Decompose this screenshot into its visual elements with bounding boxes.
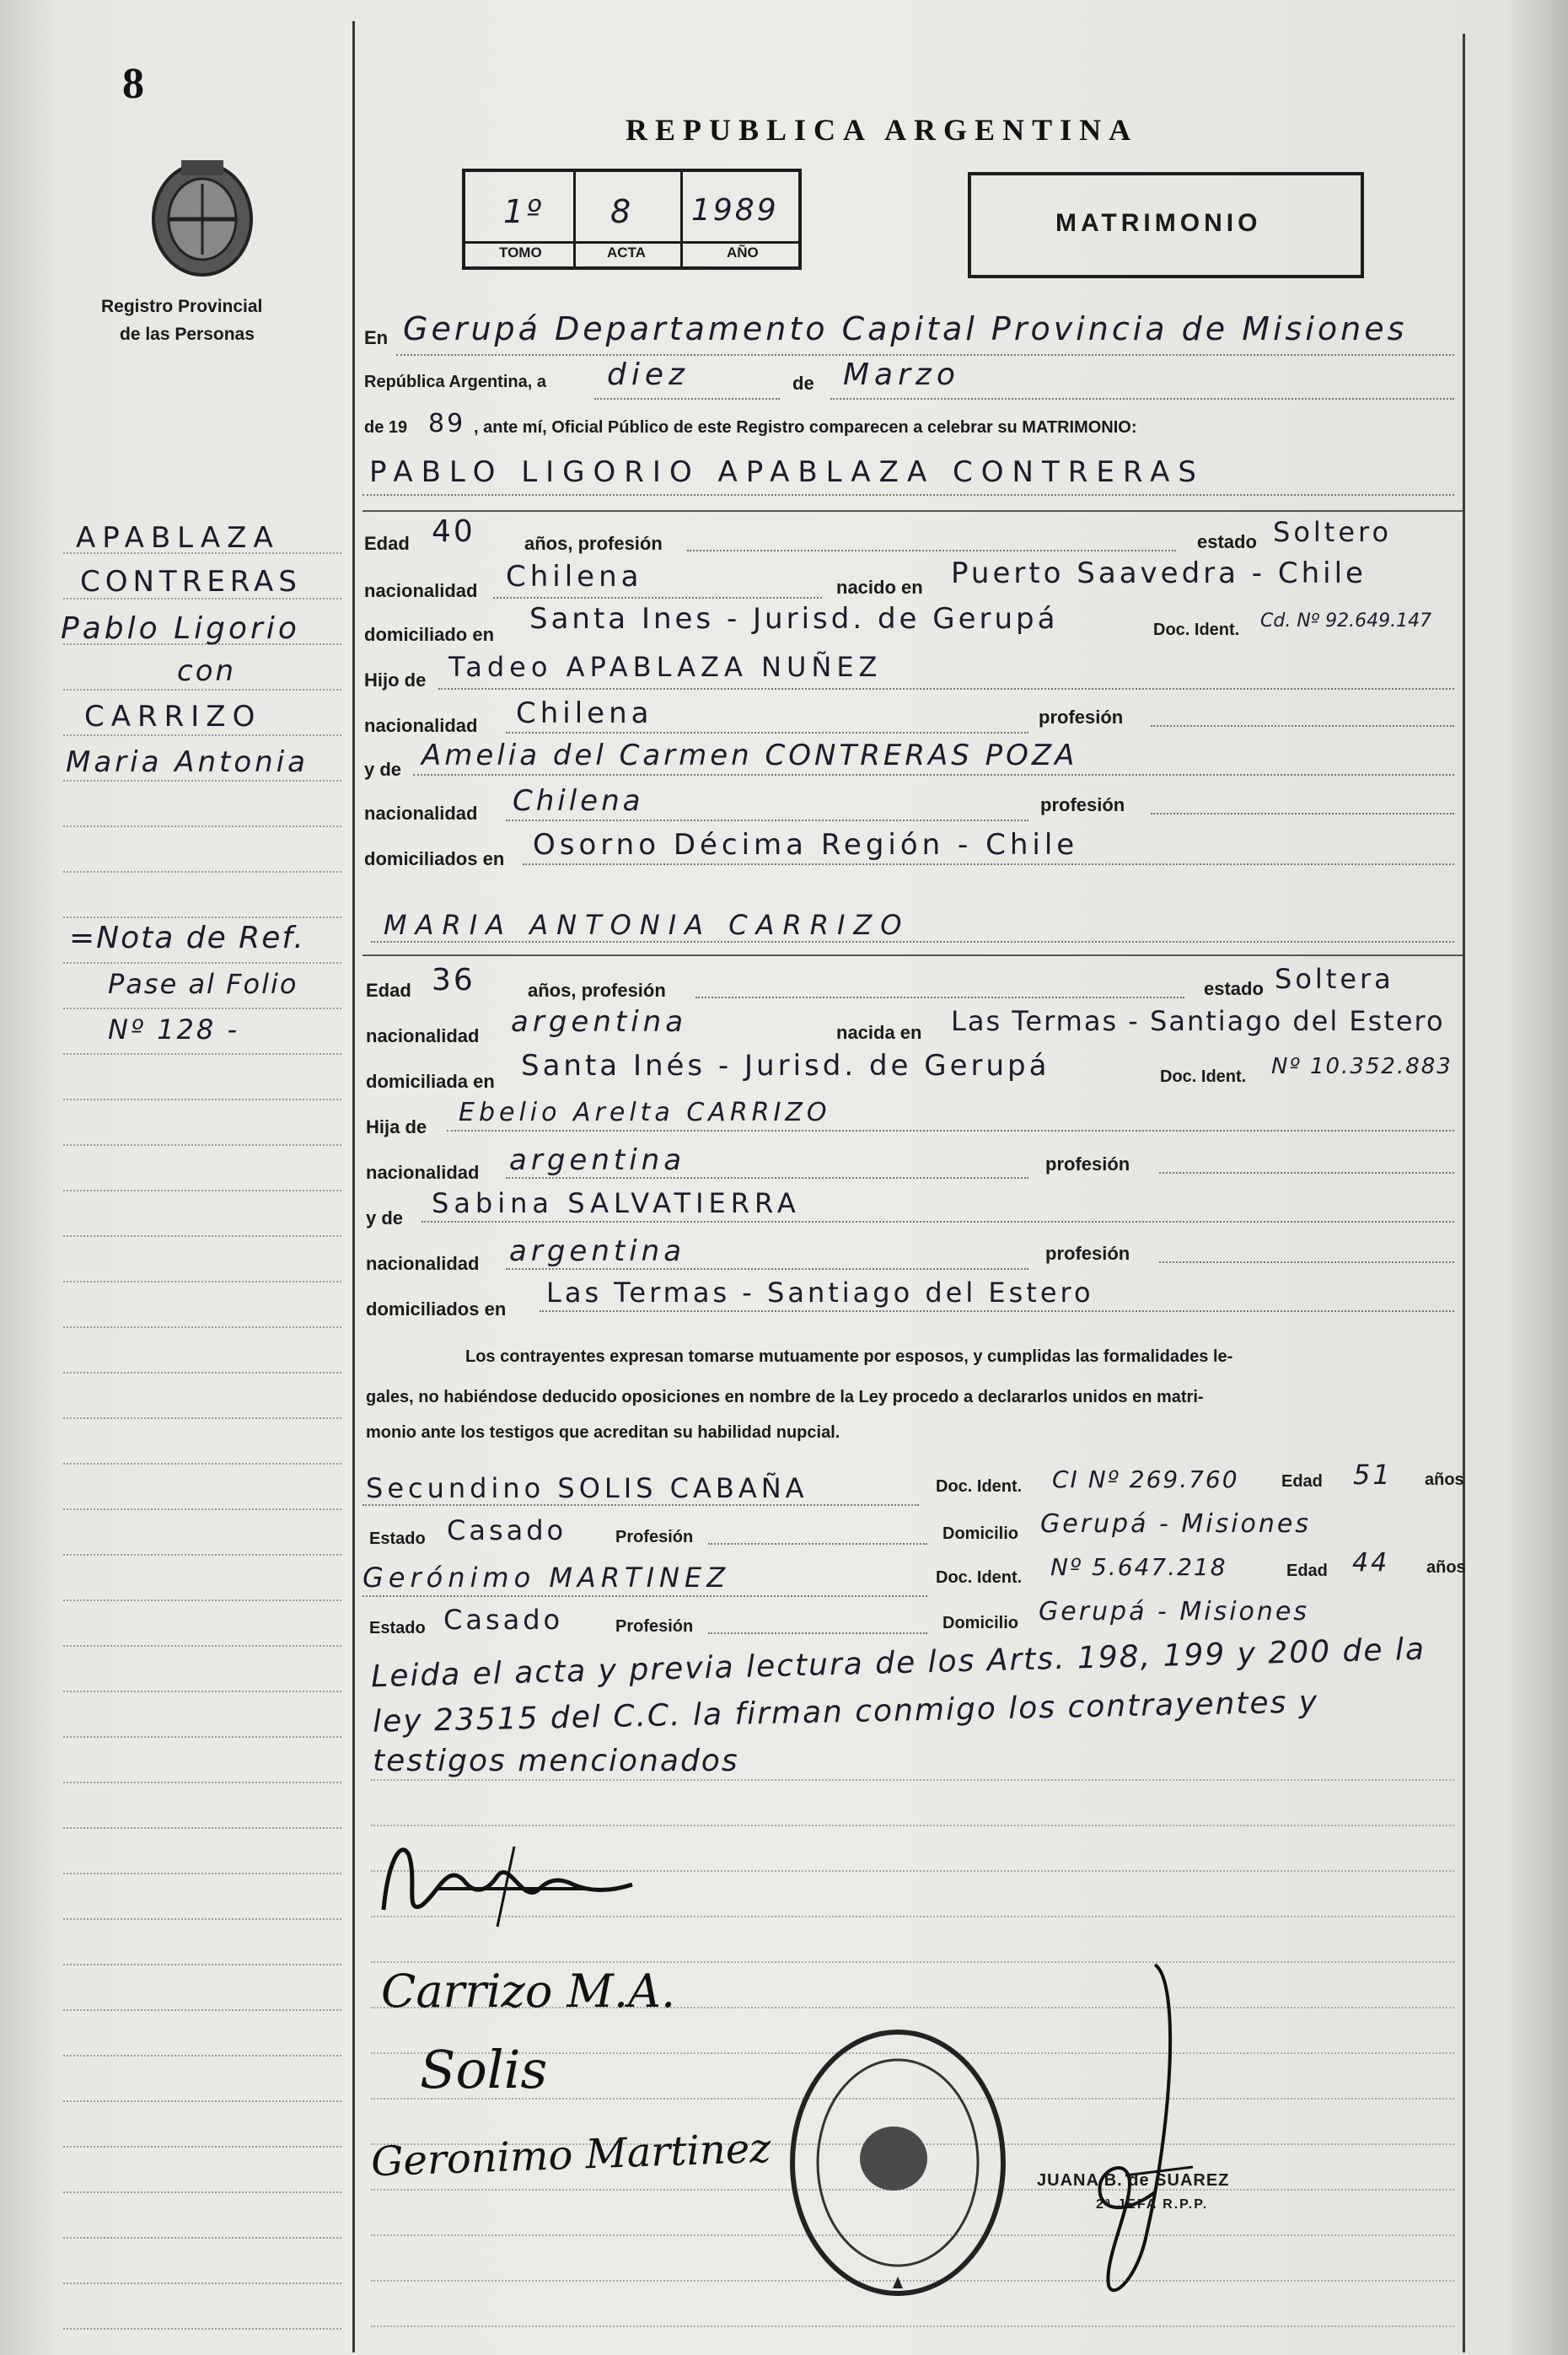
tomo-label: TOMO <box>499 245 542 261</box>
registry-seal-icon <box>143 152 261 278</box>
groom-nac-label: nacionalidad <box>364 580 478 601</box>
margin-ruled-line <box>63 2191 341 2193</box>
witness2-doc-label: Doc. Ident. <box>936 1568 1023 1587</box>
margin-ruled-line <box>63 1554 341 1556</box>
witness2-edad: 44 <box>1352 1548 1390 1578</box>
margin-ruled-line <box>63 689 341 691</box>
witness2-estado: Casado <box>443 1604 564 1636</box>
witness2-edad-label: Edad <box>1286 1562 1328 1580</box>
margin-ruled-line <box>63 1508 341 1510</box>
tomo-value: 1º <box>503 193 545 230</box>
groom-mother-nac-label: nacionalidad <box>364 803 478 824</box>
margin-ruled-line <box>63 2282 341 2284</box>
signature-ruled-line <box>371 1825 1454 1826</box>
de-label: de <box>792 373 814 394</box>
witness2-domicilio: Gerupá - Misiones <box>1039 1597 1310 1626</box>
witness1-domicilio: Gerupá - Misiones <box>1040 1509 1312 1539</box>
margin-ruled-line <box>63 871 341 873</box>
bride-mother-prof-label: profesión <box>1045 1243 1130 1264</box>
margin-note-3: Nº 128 - <box>108 1014 239 1046</box>
republica-label: República Argentina, a <box>364 373 546 391</box>
ano-label: AÑO <box>727 245 759 261</box>
margin-ruled-line <box>63 1008 341 1009</box>
matrimonio-box <box>968 172 1364 278</box>
margin-ruled-line <box>63 1964 341 1965</box>
margin-ruled-line <box>63 1463 341 1465</box>
witness2-name: Gerónimo MARTINEZ <box>362 1562 731 1594</box>
margin-ruled-line <box>63 1691 341 1692</box>
witness1-estado: Casado <box>447 1514 567 1546</box>
witness2-prof-label: Profesión <box>615 1617 694 1636</box>
margin-ruled-line <box>63 1736 341 1738</box>
margin-ruled-line <box>63 2146 341 2148</box>
closing-line-3: testigos mencionados <box>373 1744 739 1778</box>
declaration-line-1: Los contrayentes expresan tomarse mutuamente por esposos, y cumplidas las formalidades le- <box>465 1347 1233 1366</box>
groom-parents-dom-label: domiciliados en <box>364 848 505 869</box>
closing-line-1: Leida el acta y previa lectura de los Arts. 198, 199 y 200 de la <box>370 1632 1426 1695</box>
margin-ruled-line <box>63 1144 341 1146</box>
witness2-anos: años <box>1426 1558 1466 1577</box>
bride-mother-nac-label: nacionalidad <box>366 1253 480 1274</box>
groom-yde-label: y de <box>364 759 402 780</box>
officer-title: 2ª JEFA R.P.P. <box>1096 2197 1209 2212</box>
bride-father-nac-label: nacionalidad <box>366 1162 480 1183</box>
bride-mother: Sabina SALVATIERRA <box>432 1187 801 1219</box>
margin-ruled-line <box>63 1873 341 1874</box>
margin-ruled-line <box>63 1417 341 1419</box>
bride-father-nac: argentina <box>509 1143 686 1177</box>
witness1-doc: CI Nº 269.760 <box>1052 1465 1239 1493</box>
witness2-doc: Nº 5.647.218 <box>1050 1553 1227 1581</box>
witness1-edad-label: Edad <box>1281 1472 1323 1491</box>
margin-ruled-line <box>63 2328 341 2330</box>
witness1-dom-label: Domicilio <box>942 1524 1019 1543</box>
bride-estado: Soltera <box>1275 963 1394 995</box>
margin-ruled-line <box>63 1053 341 1055</box>
groom-father-nac-label: nacionalidad <box>364 715 478 736</box>
right-border <box>1463 34 1465 2352</box>
groom-parents-dom: Osorno Décima Región - Chile <box>533 828 1079 862</box>
groom-mother-prof-label: profesión <box>1040 794 1125 815</box>
en-label: En <box>364 327 389 348</box>
signature-ruled-line <box>371 1961 1454 1963</box>
year-suffix: 89 <box>428 409 466 438</box>
groom-doc-label: Doc. Ident. <box>1153 621 1240 639</box>
groom-estado-label: estado <box>1197 531 1257 552</box>
witness1-name: Secundino SOLIS CABAÑA <box>366 1472 808 1504</box>
acta-label: ACTA <box>607 245 646 261</box>
signature-witness1: Solis <box>420 2039 548 2100</box>
margin-given-names: Pablo Ligorio <box>61 611 300 646</box>
groom-mother-nac: Chilena <box>513 784 644 818</box>
bride-hija-label: Hija de <box>366 1116 427 1137</box>
margin-ruled-line <box>63 825 341 827</box>
page-number: 8 <box>122 60 144 108</box>
margin-bride-surname: CARRIZO <box>84 700 262 734</box>
bride-father: Ebelio Arelta CARRIZO <box>459 1098 831 1127</box>
bride-doc: Nº 10.352.883 <box>1271 1054 1453 1079</box>
record-number-box <box>462 169 802 270</box>
margin-ruled-line <box>63 962 341 964</box>
witness1-estado-label: Estado <box>369 1530 426 1548</box>
margin-con: con <box>177 654 237 688</box>
bride-parents-dom-label: domiciliados en <box>366 1298 507 1320</box>
registry-name-line1: Registro Provincial <box>101 297 263 316</box>
margin-ruled-line <box>63 1782 341 1783</box>
groom-edad-label: Edad <box>364 533 410 554</box>
signature-groom <box>371 1830 649 1935</box>
margin-ruled-line <box>63 1281 341 1282</box>
ceremony-month: Marzo <box>843 358 960 392</box>
margin-ruled-line <box>63 1600 341 1601</box>
witness1-doc-label: Doc. Ident. <box>936 1477 1023 1496</box>
margin-ruled-line <box>63 1645 341 1647</box>
bride-mother-nac: argentina <box>509 1234 686 1268</box>
groom-anos-prof: años, profesión <box>524 533 663 554</box>
groom-father: Tadeo APABLAZA NUÑEZ <box>448 651 883 683</box>
acta-value: 8 <box>610 193 634 230</box>
officer-signature <box>1079 1956 1214 2315</box>
country-title: REPUBLICA ARGENTINA <box>626 113 1139 147</box>
appear-text: , ante mí, Oficial Público de este Registro comparecen a celebrar su MATRIMONIO: <box>474 418 1137 437</box>
margin-ruled-line <box>63 2100 341 2102</box>
margin-ruled-line <box>63 1190 341 1191</box>
ano-value: 1989 <box>691 193 779 228</box>
bride-nacida-label: nacida en <box>836 1022 922 1043</box>
ceremony-place: Gerupá Departamento Capital Provincia de Misiones <box>403 310 1408 347</box>
witness2-dom-label: Domicilio <box>942 1614 1019 1632</box>
margin-ruled-line <box>63 1827 341 1829</box>
margin-surname-1: APABLAZA <box>76 521 280 555</box>
witness1-prof-label: Profesión <box>615 1528 694 1546</box>
margin-bride-given: Maria Antonia <box>66 745 309 779</box>
witness1-edad: 51 <box>1353 1459 1393 1491</box>
margin-surname-2: CONTRERAS <box>80 565 302 599</box>
ceremony-day: diez <box>607 358 690 392</box>
groom-hijo-label: Hijo de <box>364 669 427 691</box>
groom-father-nac: Chilena <box>516 696 653 730</box>
witness1-anos: años <box>1425 1471 1464 1489</box>
groom-estado: Soltero <box>1273 516 1393 548</box>
bride-birthplace: Las Termas - Santiago del Estero <box>951 1005 1445 1037</box>
margin-ruled-line <box>63 2009 341 2011</box>
closing-line-2: ley 23515 del C.C. la firman conmigo los contrayentes y <box>372 1685 1319 1739</box>
bride-domicilio: Santa Inés - Jurisd. de Gerupá <box>521 1049 1050 1083</box>
groom-father-prof-label: profesión <box>1039 707 1124 728</box>
bride-edad: 36 <box>432 963 475 997</box>
groom-nacionalidad: Chilena <box>506 560 643 594</box>
groom-doc: Cd. Nº 92.649.147 <box>1260 610 1432 632</box>
margin-ruled-line <box>63 1372 341 1374</box>
bride-full-name: MARIA ANTONIA CARRIZO <box>384 909 910 941</box>
margin-ruled-line <box>63 1918 341 1920</box>
bride-yde-label: y de <box>366 1207 404 1229</box>
declaration-line-3: monio ante los testigos que acreditan su habilidad nupcial. <box>366 1423 840 1442</box>
year-prefix: de 19 <box>364 418 408 437</box>
bride-doc-label: Doc. Ident. <box>1160 1067 1247 1086</box>
bride-nac-label: nacionalidad <box>366 1025 480 1046</box>
signature-ruled-line <box>371 2325 1454 2327</box>
groom-domicilio: Santa Ines - Jurisd. de Gerupá <box>529 602 1059 636</box>
groom-dom-label: domiciliado en <box>364 624 495 645</box>
margin-ruled-line <box>63 1099 341 1100</box>
groom-mother: Amelia del Carmen CONTRERAS POZA <box>422 739 1078 772</box>
declaration-line-2: gales, no habiéndose deducido oposiciones en nombre de la Ley procedo a declararlos unidos en matri- <box>366 1388 1204 1406</box>
bride-nacionalidad: argentina <box>511 1005 688 1039</box>
margin-ruled-line <box>63 1235 341 1237</box>
official-stamp-icon <box>784 2024 1012 2302</box>
margin-note-1: =Nota de Ref. <box>69 921 305 955</box>
bride-edad-label: Edad <box>366 980 411 1001</box>
groom-nacido-label: nacido en <box>836 577 923 598</box>
officer-name: JUANA B. de SUAREZ <box>1037 2171 1230 2190</box>
bride-parents-dom: Las Termas - Santiago del Estero <box>546 1277 1094 1309</box>
signature-witness2: Geronimo Martinez <box>370 2124 772 2186</box>
margin-ruled-line <box>63 780 341 782</box>
margin-ruled-line <box>63 2055 341 2057</box>
signature-ruled-line <box>371 1779 1454 1781</box>
groom-full-name: PABLO LIGORIO APABLAZA CONTRERAS <box>369 455 1205 489</box>
margin-ruled-line <box>63 917 341 918</box>
bride-father-prof-label: profesión <box>1045 1153 1130 1175</box>
signature-bride: Carrizo M.A. <box>381 1965 676 2018</box>
margin-ruled-line <box>63 734 341 736</box>
bride-dom-label: domiciliada en <box>366 1071 495 1092</box>
bride-estado-label: estado <box>1204 978 1264 999</box>
registry-name-line2: de las Personas <box>120 325 255 344</box>
doc-type-title: MATRIMONIO <box>1055 209 1262 237</box>
groom-birthplace: Puerto Saavedra - Chile <box>951 556 1367 590</box>
margin-ruled-line <box>63 1326 341 1328</box>
witness2-estado-label: Estado <box>369 1619 426 1637</box>
margin-ruled-line <box>63 2237 341 2239</box>
margin-divider <box>352 21 355 2352</box>
groom-edad: 40 <box>432 514 475 549</box>
margin-note-2: Pase al Folio <box>108 968 298 1000</box>
bride-anos-prof: años, profesión <box>528 980 666 1001</box>
